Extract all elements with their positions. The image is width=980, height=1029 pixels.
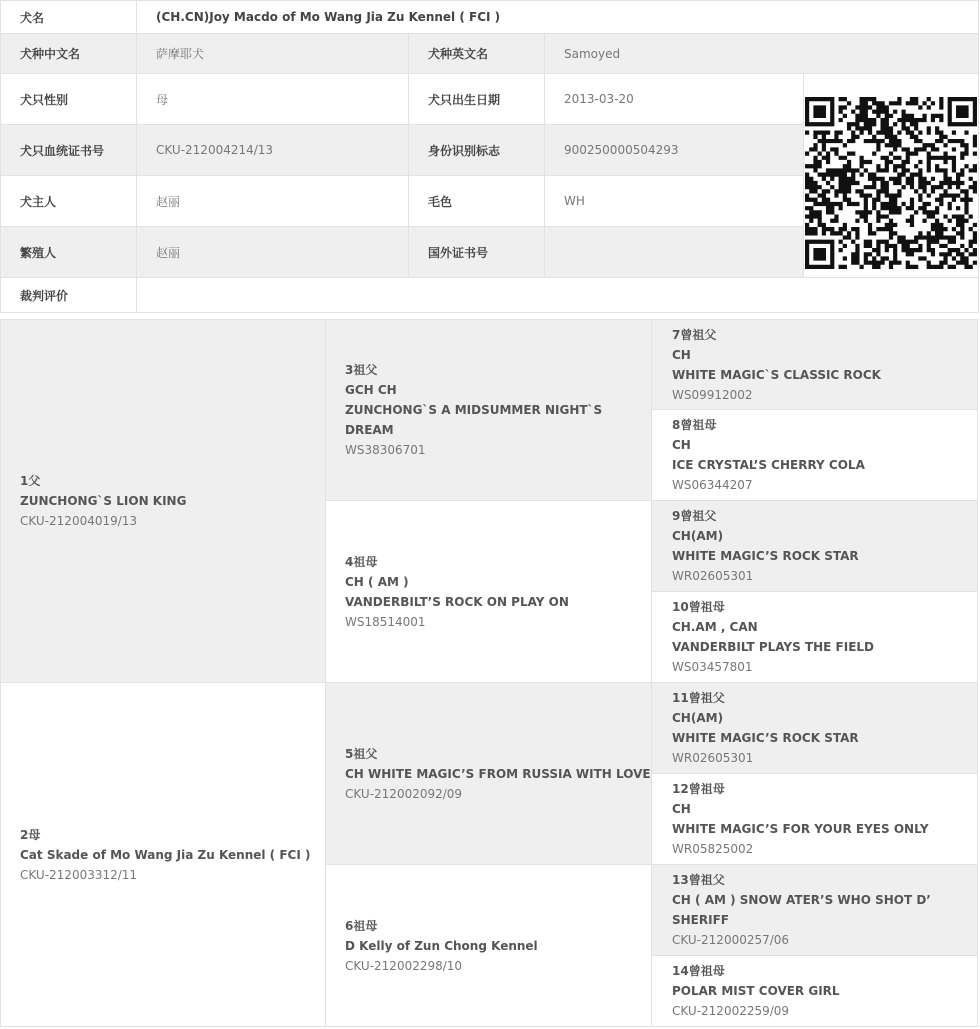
pedigree-reg: WR02605301 bbox=[672, 751, 754, 765]
qr-code-icon bbox=[805, 97, 977, 269]
pedigree-titles: CH bbox=[672, 438, 691, 452]
id-value: 900250000504293 bbox=[545, 125, 804, 176]
pedigree-grandsire-2 bbox=[326, 683, 652, 865]
pedigree-reg: CKU-212003312/11 bbox=[20, 867, 138, 882]
pedigree-dog-name: WHITE MAGIC`S CLASSIC ROCK bbox=[672, 367, 881, 382]
dog-name: (CH.CN)Joy Macdo of Mo Wang Jia Zu Kennel ( FCI ) bbox=[137, 1, 979, 34]
foreign-value bbox=[545, 227, 804, 278]
pedigree-title: 1父 bbox=[20, 474, 41, 488]
owner-value: 赵丽 bbox=[137, 176, 409, 227]
pedigree-dog-name: ZUNCHONG`S LION KING bbox=[20, 494, 187, 508]
pedigree-granddam-2 bbox=[326, 865, 652, 1027]
breed-en-value: Samoyed bbox=[545, 34, 979, 74]
dob-label: 犬只出生日期 bbox=[409, 74, 545, 125]
pedigree-dog-name: VANDERBILT’S ROCK ON PLAY ON bbox=[345, 594, 569, 609]
pedigree-dog-name: D Kelly of Zun Chong Kennel bbox=[345, 938, 538, 953]
owner-label: 犬主人 bbox=[1, 176, 137, 227]
foreign-label: 国外证书号 bbox=[409, 227, 545, 278]
pedigree-title: 8曾祖母 bbox=[672, 418, 717, 432]
pedigree-ggp-12 bbox=[652, 774, 978, 865]
pedigree-chart bbox=[0, 319, 978, 1027]
pedigree-dog-name: WHITE MAGIC’S ROCK STAR bbox=[672, 549, 859, 563]
sex-value: 母 bbox=[137, 74, 409, 125]
pedigree-dog-name: CH WHITE MAGIC’S FROM RUSSIA WITH LOVE bbox=[345, 766, 651, 781]
pedigree-titles: CH bbox=[672, 347, 691, 362]
pedigree-title: 10曾祖母 bbox=[672, 600, 725, 614]
pedigree-titles: CH ( AM ) bbox=[345, 574, 409, 589]
breed-en-label: 犬种英文名 bbox=[409, 34, 545, 74]
id-label: 身份识别标志 bbox=[409, 125, 545, 176]
pedigree-dog-name: WHITE MAGIC’S FOR YOUR EYES ONLY bbox=[672, 822, 929, 836]
dog-info-table bbox=[0, 0, 979, 313]
pedigree-reg: CKU-212000257/06 bbox=[672, 933, 790, 947]
pedigree-title: 3祖父 bbox=[345, 363, 378, 377]
pedigree-dog-name: VANDERBILT PLAYS THE FIELD bbox=[672, 640, 874, 654]
pedigree-title: 14曾祖母 bbox=[672, 964, 725, 978]
name-label: 犬名 bbox=[1, 1, 137, 34]
pedigree-grandsire-1 bbox=[326, 319, 652, 501]
pedigree-titles: GCH CH bbox=[345, 383, 397, 397]
pedigree-ggp-9 bbox=[652, 501, 978, 592]
qr-code bbox=[804, 74, 979, 278]
pedigree-title: 6祖母 bbox=[345, 918, 378, 933]
pedigree-ggp-14 bbox=[652, 956, 978, 1027]
pedigree-title: 9曾祖父 bbox=[672, 509, 717, 523]
pedigree-granddam-1 bbox=[326, 501, 652, 683]
pedigree-titles: CH bbox=[672, 802, 691, 816]
pedigree-title: 13曾祖父 bbox=[672, 873, 725, 887]
pedigree-reg: WR05825002 bbox=[672, 842, 754, 856]
pedigree-title: 5祖父 bbox=[345, 746, 378, 761]
pedigree-dog-name: POLAR MIST COVER GIRL bbox=[672, 984, 840, 998]
judge-label: 裁判评价 bbox=[1, 278, 137, 313]
pedigree-title: 12曾祖母 bbox=[672, 782, 725, 796]
pedigree-title: 11曾祖父 bbox=[672, 691, 725, 705]
breed-cn-label: 犬种中文名 bbox=[1, 34, 137, 74]
breeder-value: 赵丽 bbox=[137, 227, 409, 278]
reg-label: 犬只血统证书号 bbox=[1, 125, 137, 176]
pedigree-titles: CH ( AM ) SNOW ATER’S WHO SHOT D’ bbox=[672, 893, 931, 907]
pedigree-reg: WS09912002 bbox=[672, 387, 753, 402]
pedigree-dog-name: SHERIFF bbox=[672, 913, 729, 927]
pedigree-reg: WS38306701 bbox=[345, 443, 426, 457]
reg-value: CKU-212004214/13 bbox=[137, 125, 409, 176]
pedigree-reg: CKU-212002298/10 bbox=[345, 958, 463, 973]
pedigree-reg: WS18514001 bbox=[345, 614, 426, 629]
pedigree-reg: CKU-212002259/09 bbox=[672, 1004, 790, 1018]
pedigree-dam bbox=[0, 683, 326, 1027]
color-label: 毛色 bbox=[409, 176, 545, 227]
pedigree-ggp-8 bbox=[652, 410, 978, 501]
pedigree-dog-name: ICE CRYSTAL’S CHERRY COLA bbox=[672, 458, 865, 472]
pedigree-ggp-13 bbox=[652, 865, 978, 956]
sex-label: 犬只性别 bbox=[1, 74, 137, 125]
pedigree-reg: CKU-212002092/09 bbox=[345, 786, 463, 801]
pedigree-ggp-10 bbox=[652, 592, 978, 683]
pedigree-titles: CH(AM) bbox=[672, 711, 724, 725]
color-value: WH bbox=[545, 176, 804, 227]
judge-value bbox=[137, 278, 979, 313]
pedigree-reg: CKU-212004019/13 bbox=[20, 514, 138, 528]
pedigree-reg: WS06344207 bbox=[672, 478, 753, 492]
breeder-label: 繁殖人 bbox=[1, 227, 137, 278]
pedigree-titles: CH.AM , CAN bbox=[672, 620, 758, 634]
pedigree-titles: CH(AM) bbox=[672, 529, 724, 543]
breed-cn-value: 萨摩耶犬 bbox=[137, 34, 409, 74]
pedigree-reg: WR02605301 bbox=[672, 569, 754, 583]
dob-value: 2013-03-20 bbox=[545, 74, 804, 125]
pedigree-title: 7曾祖父 bbox=[672, 327, 717, 342]
pedigree-reg: WS03457801 bbox=[672, 660, 753, 674]
pedigree-sire bbox=[0, 319, 326, 683]
pedigree-ggp-7 bbox=[652, 319, 978, 410]
pedigree-title: 2母 bbox=[20, 827, 41, 842]
pedigree-ggp-11 bbox=[652, 683, 978, 774]
pedigree-title: 4祖母 bbox=[345, 554, 378, 569]
pedigree-dog-name: Cat Skade of Mo Wang Jia Zu Kennel ( FCI ) bbox=[20, 847, 311, 862]
pedigree-dog-name: ZUNCHONG`S A MIDSUMMER NIGHT`S DREAM bbox=[345, 403, 603, 437]
pedigree-dog-name: WHITE MAGIC’S ROCK STAR bbox=[672, 731, 859, 745]
